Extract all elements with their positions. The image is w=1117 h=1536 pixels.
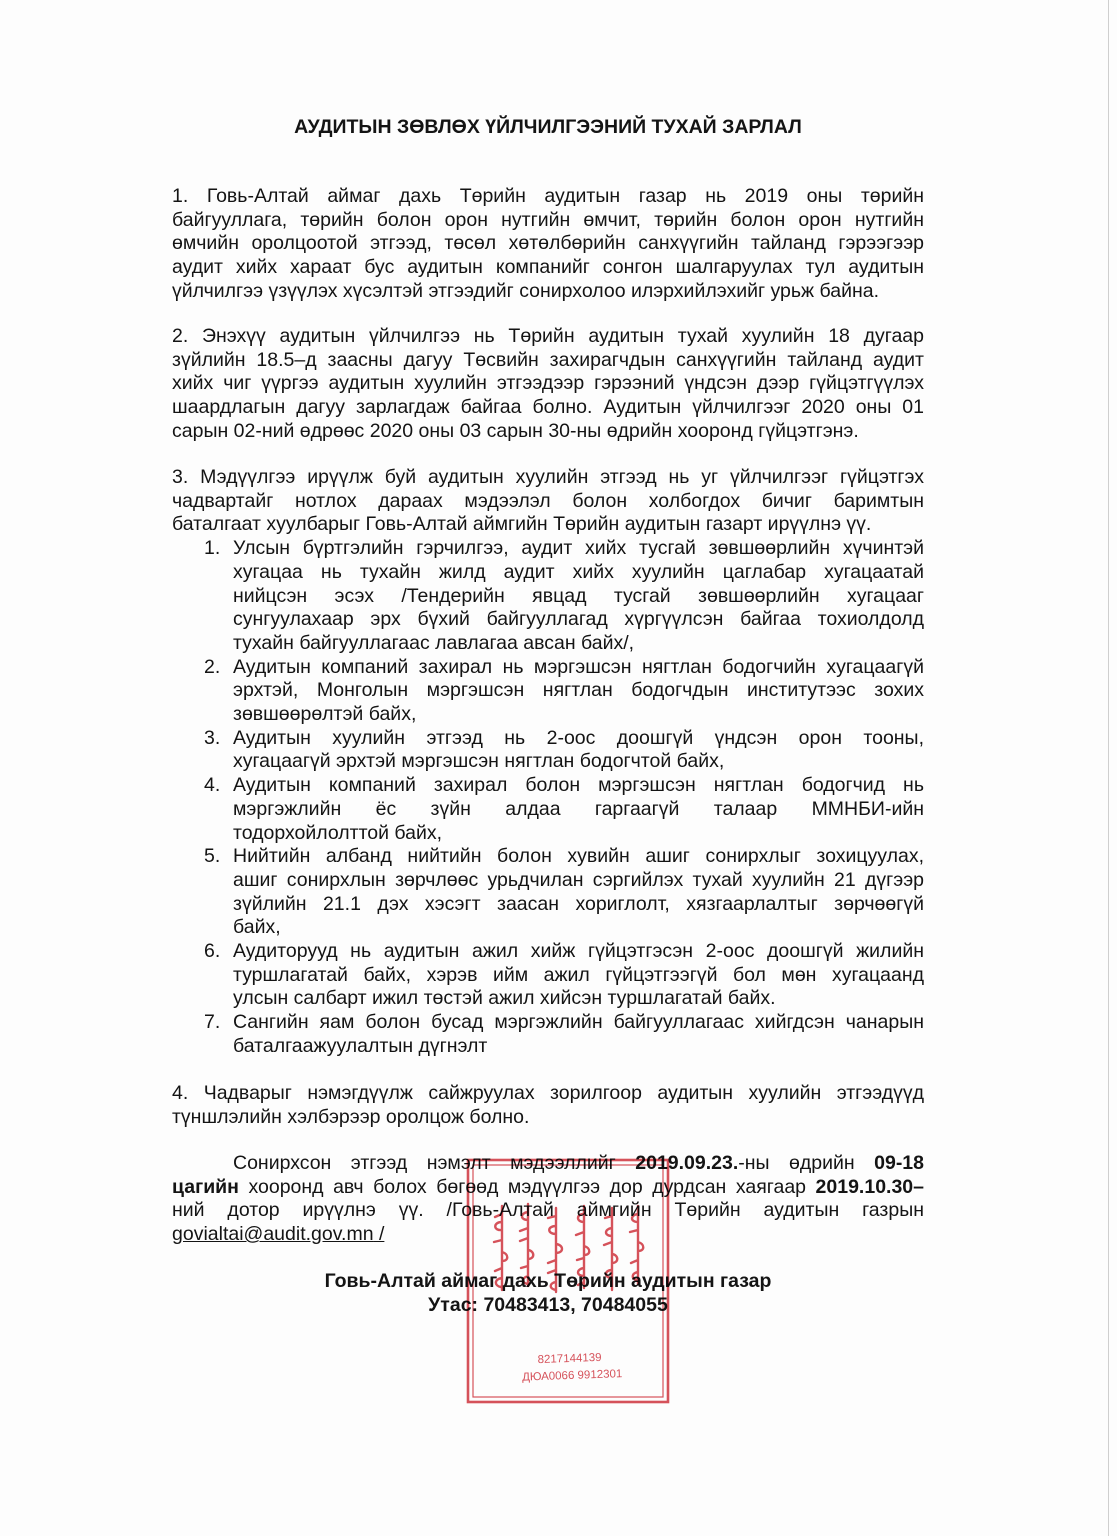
closing-text: хооронд авч болох бөгөөд мэдүүлгээ дор дурдсан хаягаар: [238, 1175, 816, 1198]
requirement-line: туршлагатай байх, хэрэв ийм ажил гүйцэтгээгүй бол мөн хугацаанд: [233, 963, 924, 986]
requirement-item: [172, 1011, 924, 1058]
paragraph-line: чадвартайг нотлох дараах мэдээлэл болон холбогдох бичиг баримтын: [172, 489, 924, 512]
requirement-number: 7.: [204, 1011, 221, 1034]
submission-deadline: 2019.10.30–: [815, 1175, 924, 1198]
requirement-line: баталгаажуулалтын дүгнэлт: [233, 1034, 488, 1057]
requirement-number: 5.: [204, 845, 221, 868]
section-2: [172, 325, 924, 444]
requirement-line: Сангийн яам болон бусад мэргэжлийн байгууллагаас хийгдсэн чанарын: [233, 1011, 924, 1034]
requirement-line: Аудитын компаний захирал болон мэргэшсэн нягтлан бодогчид нь: [233, 774, 924, 797]
requirement-line: улсын салбарт ижил төстэй ажил хийсэн туршлагатай байх.: [233, 987, 776, 1010]
paragraph-line: 3. Мэдүүлгээ ирүүлж буй аудитын хуулийн этгээд нь уг үйлчилгээг гүйцэтгэх: [172, 466, 924, 488]
paragraph-line: сарын 02-ний өдрөөс 2020 оны 03 сарын 30-ны өдрийн хооронд гүйцэтгэнэ.: [172, 419, 859, 442]
requirement-line: байх,: [233, 916, 281, 939]
requirement-line: нийцсэн эсэх /Тендерийн явцад тусгай зөвшөөрлийн хугацааг: [233, 584, 924, 607]
requirement-number: 6.: [204, 940, 221, 963]
email-address: govialtai@audit.gov.mn: [172, 1223, 374, 1246]
document-title: АУДИТЫН ЗӨВЛӨХ ҮЙЛЧИЛГЭЭНИЙ ТУХАЙ ЗАРЛАЛ: [294, 116, 802, 138]
requirement-line: хугацаа нь тухайн жилд аудит хийх хуулийн цаглабар хугацаатай: [233, 560, 924, 583]
closing-line: [172, 1152, 924, 1176]
requirement-item: [172, 845, 924, 940]
email-suffix: /: [373, 1223, 385, 1246]
section-4: [172, 1082, 924, 1129]
requirement-line: Улсын бүртгэлийн гэрчилгээ, аудит хийх тусгай зөвшөөрлийн хүчинтэй: [233, 537, 924, 560]
requirement-line: Аудиторууд нь аудитын ажил хийж гүйцэтгэсэн 2-оос доошгүй жилийн: [233, 940, 924, 963]
closing-text: Сонирхсон этгээд нэмэлт мэдээллийг: [233, 1152, 636, 1174]
closing-line: ний дотор ирүүлнэ үү. /Говь-Алтай аймгийн Төрийн аудитын газрын: [172, 1199, 924, 1222]
requirement-item: [172, 774, 924, 845]
requirement-line: эрхтэй, Монголын мэргэшсэн нягтлан бодогчдын институтээс зохих: [233, 679, 924, 702]
info-hours-word: цагийн: [172, 1175, 239, 1198]
signature-phone: Утас: 70483413, 70484055: [428, 1293, 668, 1316]
requirement-number: 2.: [204, 655, 221, 678]
requirement-number: 4.: [204, 774, 221, 797]
paragraph-line: 2. Энэхүү аудитын үйлчилгээ нь Төрийн аудитын тухай хуулийн 18 дугаар: [172, 325, 924, 347]
closing-paragraph: [172, 1152, 924, 1247]
paragraph-line: зүйлийн 18.5–д заасны дагуу Төсвийн захирагчдын санхүүгийн тайланд аудит: [172, 348, 924, 371]
signature-block: [172, 1270, 924, 1317]
closing-line: [172, 1176, 924, 1200]
requirement-item: [172, 940, 924, 1011]
requirement-line: тухайн байгууллагаас лавлагаа авсан байх/,: [233, 631, 635, 654]
requirement-item: [172, 656, 924, 727]
requirement-number: 1.: [204, 537, 221, 560]
paragraph-line: үйлчилгээ үзүүлэх хүсэлтэй этгээдийг сонирхолоо илэрхийлэхийг урьж байна.: [172, 279, 880, 302]
email-address-underline: [172, 1223, 384, 1245]
paragraph-line: аудит хийх хараат бус аудитын компанийг сонгон шалгаруулах тул аудитын: [172, 256, 924, 279]
paragraph-line: байгууллага, төрийн болон орон нутгийн өмчит, төрийн болон орон нутгийн: [172, 208, 924, 231]
requirement-item: [172, 727, 924, 774]
paragraph-line: 1. Говь-Алтай аймаг дахь Төрийн аудитын газар нь 2019 оны төрийн: [172, 185, 924, 207]
info-date: 2019.09.23.: [635, 1152, 739, 1174]
requirement-line: Аудитын хуулийн этгээд нь 2-оос доошгүй үндсэн орон тооны,: [233, 726, 924, 749]
scan-edge: [1108, 0, 1109, 1536]
requirement-number: 3.: [204, 726, 221, 749]
requirement-line: Нийтийн албанд нийтийн болон хувийн ашиг сонирхлыг зохицуулах,: [233, 845, 924, 868]
requirement-line: сунгуулахаар эрх бүхий байгууллагад хүргүүлсэн байгаа тохиолдолд: [233, 608, 924, 631]
requirement-line: хугацаагүй эрхтэй мэргэшсэн нягтлан бодогчтой байх,: [233, 750, 725, 773]
signature-organization: Говь-Алтай аймаг дахь Төрийн аудитын газар: [324, 1270, 772, 1292]
stamp-code: ДЮА0066 9912301: [521, 1368, 623, 1384]
requirement-line: зөвшөөрөлтэй байх,: [233, 703, 417, 726]
paragraph-line: 4. Чадварыг нэмэгдүүлж сайжруулах зорилгоор аудитын хуулийн этгээдүүд: [172, 1082, 924, 1104]
stamp-registration-number: 8217144139: [537, 1351, 602, 1367]
paragraph-line: баталгаат хуулбарыг Говь-Алтай аймгийн Төрийн аудитын газарт ирүүлнэ үү.: [172, 513, 872, 536]
paragraph-line: шаардлагын дагуу зарлагдаж байгаа болно. Аудитын үйлчилгээг 2020 оны 01: [172, 396, 924, 419]
requirement-item: [172, 537, 924, 656]
requirement-line: мэргэжлийн ёс зүйн алдаа гаргаагүй талаар ММНБИ-ийн: [233, 797, 924, 820]
paragraph-line: түншлэлийн хэлбэрээр оролцож болно.: [172, 1105, 530, 1128]
section-3: [172, 466, 924, 1059]
paragraph-line: өмчийн оролцоотой этгээд, төсөл хөтөлбөрийн санхүүгийн тайланд гэрээгээр: [172, 232, 924, 255]
closing-line: [172, 1223, 924, 1247]
closing-text: -ны өдрийн: [738, 1152, 875, 1174]
requirement-line: тодорхойлолттой байх,: [233, 821, 443, 844]
info-hours: 09-18: [874, 1152, 924, 1174]
requirement-line: ашиг сонирхлын зөрчлөөс урьдчилан сэргийлэх тухай хуулийн 21 дүгээр: [233, 868, 924, 891]
section-1: [172, 185, 924, 304]
requirement-line: Аудитын компаний захирал нь мэргэшсэн нягтлан бодогчийн хугацаагүй: [233, 655, 924, 678]
requirement-line: зүйлийн 21.1 дэх хэсэгт заасан хориглолт, хязгаарлалтыг зөрчөөгүй: [233, 892, 924, 915]
paragraph-line: хийх чиг үүргээ аудитын хуулийн этгээдээр гэрээний үндсэн дээр гүйцэтгүүлэх: [172, 372, 924, 395]
